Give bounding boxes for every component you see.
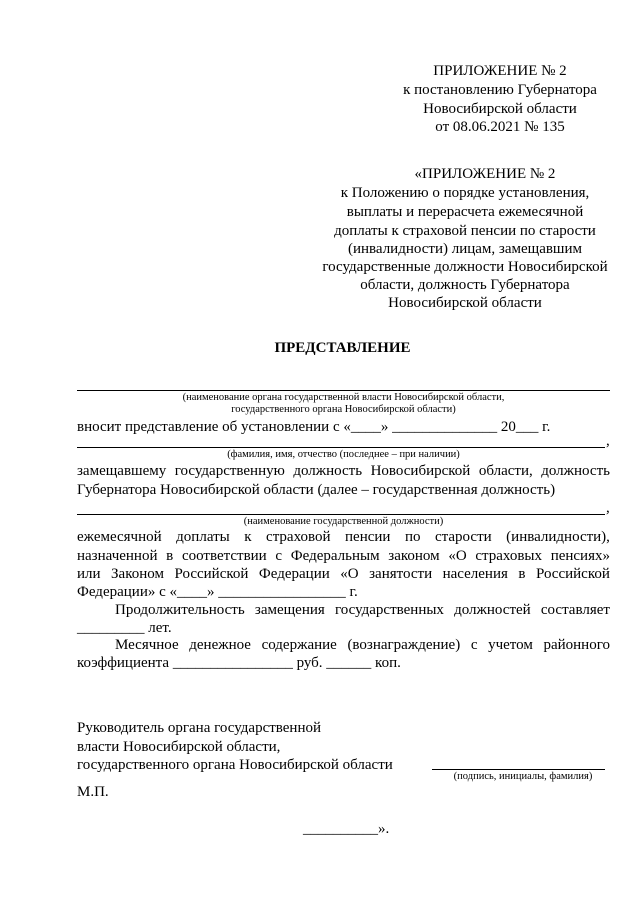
paragraph-4-line-1: Месячное денежное содержание (вознаграждение) с учетом районного [115, 637, 610, 653]
comma-1: , [606, 433, 610, 449]
organ-caption-2: государственного органа Новосибирской области) [231, 404, 456, 415]
regulation-line-7: области, должность Губернатора [360, 277, 570, 293]
comma-2: , [606, 500, 610, 516]
paragraph-1-line-1: замещавшему государственную должность Новосибирской области, должность [77, 463, 610, 479]
signatory-line-2: власти Новосибирской области, [77, 739, 281, 755]
establish-line: вносит представление об установлении с «____» ______________ 20___ г. [77, 419, 551, 435]
regulation-appendix-number: «ПРИЛОЖЕНИЕ № 2 [414, 166, 556, 182]
organ-name-line [77, 390, 610, 391]
person-name-caption: (фамилия, имя, отчество (последнее – при наличии) [227, 449, 460, 460]
regulation-line-5: (инвалидности) лицам, замещавшим [347, 241, 583, 257]
signature-caption: (подпись, инициалы, фамилия) [453, 771, 593, 782]
appendix-date: от 08.06.2021 № 135 [435, 119, 565, 135]
paragraph-2-line-3: или Законом Российской Федерации «О занятости населения в Российской [77, 566, 610, 582]
paragraph-3-line-1: Продолжительность замещения государственных должностей составляет [115, 602, 610, 618]
appendix-reference: к постановлению Губернатора [403, 82, 597, 98]
organ-caption-1: (наименование органа государственной власти Новосибирской области, [182, 392, 505, 403]
paragraph-2-line-2: назначенной в соответствии с Федеральным законом «О страховых пенсиях» [77, 548, 610, 564]
regulation-line-2: к Положению о порядке установления, [340, 185, 590, 201]
person-name-line [77, 447, 605, 448]
paragraph-2-line-1: ежемесячной доплаты к страховой пенсии по старости (инвалидности), [77, 529, 610, 545]
appendix-region: Новосибирской области [423, 101, 577, 117]
signature-line [432, 769, 605, 770]
regulation-line-3: выплаты и перерасчета ежемесячной [346, 204, 584, 220]
paragraph-3-line-2: _________ лет. [77, 620, 172, 636]
stamp-placeholder: М.П. [77, 784, 109, 800]
regulation-line-4: доплаты к страховой пенсии по старости [334, 223, 596, 239]
signatory-line-1: Руководитель органа государственной [77, 720, 322, 736]
position-line [77, 514, 605, 515]
paragraph-4-line-2: коэффициента ________________ руб. ______ коп. [77, 655, 401, 671]
position-caption: (наименование государственной должности) [243, 516, 444, 527]
appendix-number: ПРИЛОЖЕНИЕ № 2 [433, 63, 567, 79]
regulation-line-6: государственные должности Новосибирской [322, 259, 608, 275]
signatory-line-3: государственного органа Новосибирской области [77, 757, 393, 773]
paragraph-2-line-4: Федерации» с «____» _________________ г. [77, 584, 358, 600]
closing-line: __________». [303, 821, 390, 837]
paragraph-1-line-2: Губернатора Новосибирской области (далее – государственная должность) [77, 482, 556, 498]
document-title: ПРЕДСТАВЛЕНИЕ [274, 340, 411, 356]
regulation-line-8: Новосибирской области [388, 295, 542, 311]
